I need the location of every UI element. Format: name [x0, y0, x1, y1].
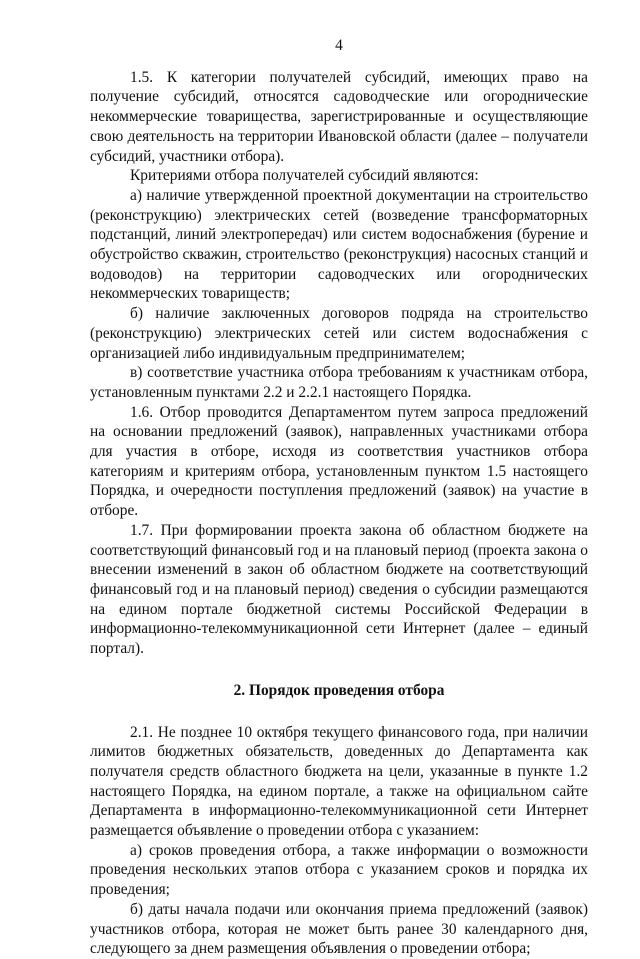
page-number: 4	[335, 37, 343, 54]
paragraph-2-1: 2.1. Не позднее 10 октября текущего финансового года, при наличии лимитов бюджетных обязательств, доведенных до Департамента как получателя средств областного бюджета на цели, указанные в пункте 1.2 настоящего Порядка, на едином портале, а также на официальном сайте Департамента в информационно-телекоммуникационной сети Интернет размещается объявление о проведении отбора с указанием:	[90, 723, 588, 840]
paragraph-1-5: 1.5. К категории получателей субсидий, имеющих право на получение субсидий, относятся садоводческие или огороднические некоммерческие товарищества, зарегистрированные и осуществляющие свою деятельность на территории Ивановской области (далее – получатели субсидий, участники отбора).	[90, 68, 588, 165]
paragraph-1-6: 1.6. Отбор проводится Департаментом путем запроса предложений на основании предложений (заявок), направленных участниками отбора для участия в отборе, исходя из соответствия участников отбора категориям и критериям отбора, установленным пунктом 1.5 настоящего Порядка, и очередности поступления предложений (заявок) на участие в отборе.	[90, 403, 588, 520]
paragraph-2-1-b: б) даты начала подачи или окончания приема предложений (заявок) участников отбора, которая не может быть ранее 30 календарного дня, следующего за днем размещения объявления о проведении отбора;	[90, 900, 588, 958]
paragraph-criterion-v: в) соответствие участника отбора требованиям к участникам отбора, установленным пунктами 2.2 и 2.2.1 настоящего Порядка.	[90, 364, 588, 401]
paragraph-criterion-b: б) наличие заключенных договоров подряда на строительство (реконструкцию) электрических сетей или систем водоснабжения с организацией либо индивидуальным предпринимателем;	[90, 305, 588, 362]
paragraph-criteria-intro: Критериями отбора получателей субсидий являются:	[130, 167, 479, 185]
section-heading: 2. Порядок проведения отбора	[233, 681, 445, 699]
paragraph-2-1-a: а) сроков проведения отбора, а также информации о возможности проведения нескольких этапов отбора с указанием сроков и порядка их проведения;	[90, 841, 588, 899]
paragraph-criterion-a: а) наличие утвержденной проектной документации на строительство (реконструкцию) электрических сетей (возведение трансформаторных подстанций, линий электропередач) или систем водоснабжения (бурение и обустройство скважин, строительство (реконструкция) насосных станций и водоводов) на территории садоводческих или огороднических некоммерческих товариществ;	[90, 186, 588, 303]
paragraph-1-7: 1.7. При формировании проекта закона об областном бюджете на соответствующий финансовый год и на плановый период (проекта закона о внесении изменений в закон об областном бюджете на соответствующий финансовый год и на плановый период) сведения о субсидии размещаются на едином портале бюджетной системы Российской Федерации в информационно-телекоммуникационной сети Интернет (далее – единый портал).	[90, 521, 588, 658]
